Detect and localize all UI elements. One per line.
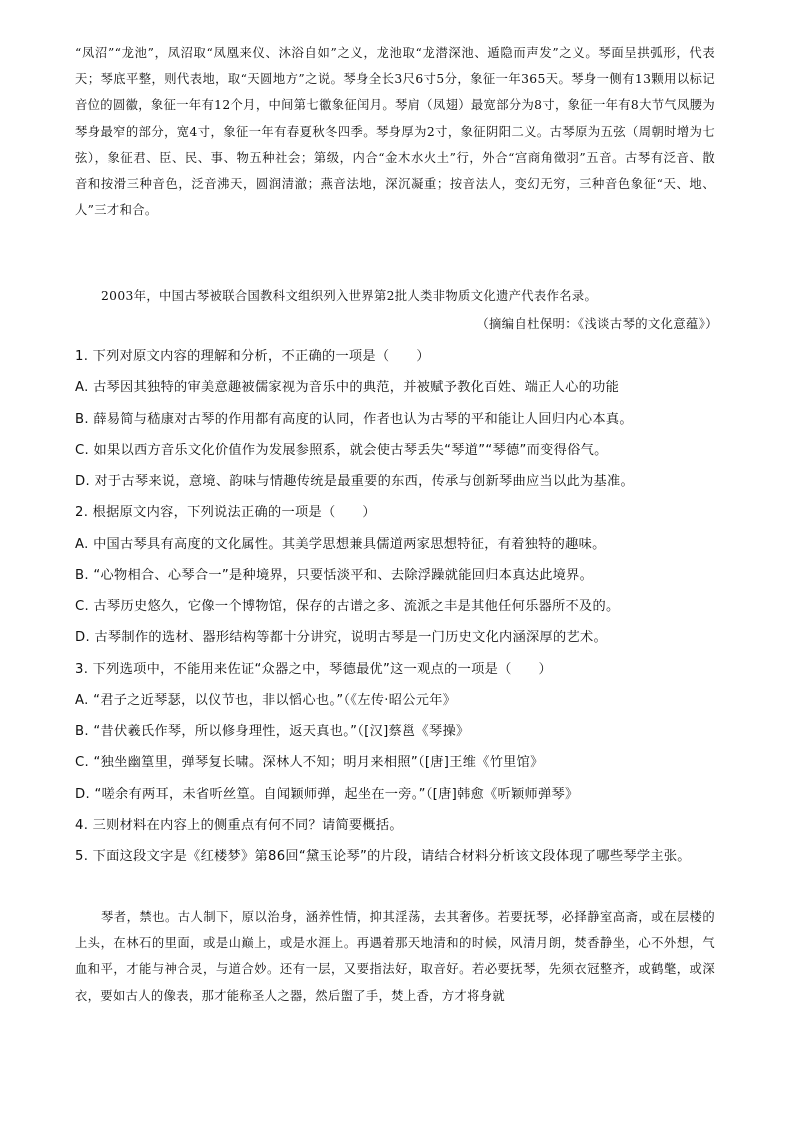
hongloumeng-excerpt: 琴者，禁也。古人制下，原以治身，涵养性情，抑其淫荡，去其奢侈。若要抚琴，必择静室高斋，或在层楼的上头，在林石的里面，或是山巅上，或是水涯上。再遇着那天地清和的时候，风清月朗，焚香静坐，心不外想，气血和平，才能与神合灵，与道合妙。还有一层，又要指法好，取音好。若必要抚琴，先须衣冠整齐，或鹤氅，或深衣，要如古人的像表，那才能称圣人之器，然后盥了手，焚上香，方才将身就 <box>75 910 715 1003</box>
question-5-stem: 5. 下面这段文字是《红楼梦》第86回“黛玉论琴”的片段，请结合材料分析该文段体现了哪些琴学主张。 <box>75 849 691 864</box>
question-1-option-d: D. 对于古琴来说，意境、韵味与情趣传统是最重要的东西，传承与创新琴曲应当以此为基准。 <box>75 474 634 489</box>
question-1-option-b: B. 薛易简与嵇康对古琴的作用都有高度的认同，作者也认为古琴的平和能让人回归内心本真。 <box>75 412 633 427</box>
question-1-option-c: C. 如果以西方音乐文化价值作为发展参照系，就会使古琴丢失“琴道”“琴德”而变得俗气。 <box>75 443 608 458</box>
question-3-option-d: D. “嗟余有两耳，未省听丝篁。自闻颖师弹，起坐在一旁。”（[唐]韩愈《听颖师弹琴》 <box>75 787 579 802</box>
question-3-stem: 3. 下列选项中，不能用来佐证“众器之中，琴德最优”这一观点的一项是（ ） <box>75 662 553 677</box>
passage-paragraph-1: “凤沼”“龙池”，凤沼取“凤凰来仪、沐浴自如”之义，龙池取“龙潜深池、遁隐而声发”之义。琴面呈拱弧形，代表天；琴底平整，则代表地，取“天圆地方”之说。琴身全长3尺6寸5分，象征一年365天。琴身一侧有13颗用以标记音位的圆徽，象征一年有12个月，中间第七徽象征闰月。琴肩（凤翅）最宽部分为8寸，象征一年有8大节气凤腰为琴身最窄的部分，宽4寸，象征一年有春夏秋冬四季。琴身厚为2寸，象征阴阳二义。古琴原为五弦（周朝时增为七弦），象征君、臣、民、事、物五种社会；第级，内合“金木水火土”行，外合“宫商角徵羽”五音。古琴有泛音、散音和按滑三种音色，泛音沸天，圆润清澈；燕音法地，深沉凝重；按音法人，变幻无穷，三种音色象征“天、地、人”三才和合。 <box>75 46 715 218</box>
question-2-option-d: D. 古琴制作的选材、器形结构等都十分讲究，说明古琴是一门历史文化内涵深厚的艺术。 <box>75 630 607 645</box>
question-3-option-a: A. “君子之近琴瑟，以仪节也，非以慆心也。”（《左传·昭公元年》 <box>75 693 457 708</box>
question-2-option-b: B. “心物相合、心琴合一”是种境界，只要恬淡平和、去除浮躁就能回归本真达此境界。 <box>75 568 594 583</box>
question-2-stem: 2. 根据原文内容，下列说法正确的一项是（ ） <box>75 505 376 520</box>
question-4-stem: 4. 三则材料在内容上的侧重点有何不同？请简要概括。 <box>75 818 403 833</box>
question-1-option-a: A. 古琴因其独特的审美意趣被儒家视为音乐中的典范，并被赋予教化百姓、端正人心的功能 <box>75 380 620 395</box>
question-2-option-c: C. 古琴历史悠久，它像一个博物馆，保存的古谱之多、流派之丰是其他任何乐器所不及的。 <box>75 599 620 614</box>
question-2-option-a: A. 中国古琴具有高度的文化属性。其美学思想兼具儒道两家思想特征，有着独特的趣味。 <box>75 537 606 552</box>
passage-paragraph-2: 2003年，中国古琴被联合国教科文组织列入世界第2批人类非物质文化遗产代表作名录。 <box>101 289 598 303</box>
question-1-stem: 1. 下列对原文内容的理解和分析，不正确的一项是（ ） <box>75 349 430 364</box>
question-3-option-b: B. “昔伏羲氏作琴，所以修身理性，返天真也。”（[汉]蔡邕《琴操》 <box>75 724 470 739</box>
question-3-option-c: C. “独坐幽篁里，弹琴复长啸。深林人不知；明月来相照”（[唐]王维《竹里馆》 <box>75 755 544 770</box>
passage-source: （摘编自杜保明：《浅谈古琴的文化意蕴》） <box>476 317 718 331</box>
